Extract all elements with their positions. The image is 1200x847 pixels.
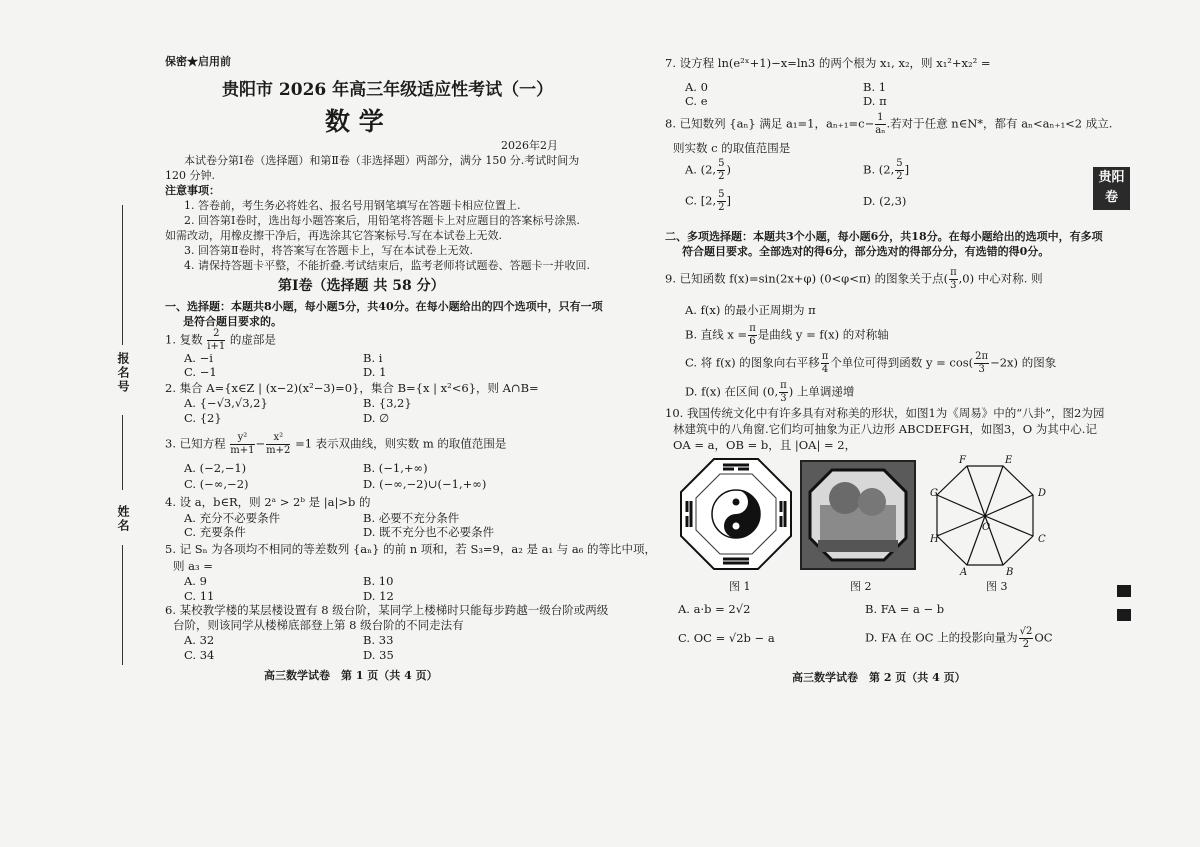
figure-3-caption: 图 3: [986, 580, 1008, 593]
bagua-figure: [678, 456, 794, 572]
q10-option-b: B. FA = a − b: [865, 602, 945, 616]
question-10-stem: 10. 我国传统文化中有许多具有对称美的形状，如图1为《周易》中的“八卦”，图2为园: [665, 406, 1105, 420]
vertex-label-h: H: [930, 534, 939, 545]
fraction: $\frac{5}{2}$: [718, 189, 725, 213]
q3-option-a: A. (−2,−1): [184, 461, 247, 475]
fraction: $\frac{2\pi}{3}$: [975, 351, 989, 375]
q2-option-c: C. {2}: [184, 411, 222, 425]
section2-heading: 符合题目要求。全部选对的得6分，部分选对的得部分分，有选错的得0分。: [682, 245, 1050, 258]
question-3-stem: 3. 已知方程 $\frac{\text{y²}}{m+1}$ − $\frac{\text{x²}}{m+2}$ =1 表示双曲线，则实数 m 的取值范围是: [165, 432, 507, 456]
q9-option-a: A. f(x) 的最小正周期为 π: [685, 303, 816, 317]
q5-option-c: C. 11: [184, 589, 215, 603]
registration-mark: [1117, 609, 1131, 621]
q8-option-b: B. (2, $\frac{5}{2}$ ]: [863, 158, 910, 182]
note-item: 如需改动，用橡皮擦干净后，再选涂其它答案标号.写在本试卷上无效.: [165, 229, 502, 242]
center-label-o: O: [982, 522, 991, 533]
q8-option-c: C. [2, $\frac{5}{2}$ ]: [685, 189, 732, 213]
note-item: 1. 答卷前，考生务必将姓名、报名号用钢笔填写在答题卡相应位置上.: [184, 199, 521, 212]
binding-line: [122, 545, 123, 665]
question-10-stem: 林建筑中的八角窗.它们均可抽象为正八边形 ABCDEFGH，如图3，O 为其中心.记: [673, 422, 1097, 436]
q3-option-d: D. (−∞,−2)∪(−1,+∞): [363, 477, 487, 491]
exam-number-label: 报名号: [116, 352, 130, 394]
figure-1-caption: 图 1: [729, 580, 751, 593]
question-8-stem: 则实数 c 的取值范围是: [673, 141, 791, 155]
vertex-label-b: B: [1006, 567, 1014, 576]
q8-option-a: A. (2, $\frac{5}{2}$ ): [685, 158, 731, 182]
q10-option-c: C. OC = √2b − a: [678, 631, 775, 645]
name-label: 姓名: [116, 505, 130, 533]
q4-option-a: A. 充分不必要条件: [184, 511, 281, 525]
intro-line: 120 分钟.: [165, 169, 215, 182]
q4-option-d: D. 既不充分也不必要条件: [363, 525, 495, 539]
question-9-stem: 9. 已知函数 f(x)=sin(2x+φ) (0<φ<π) 的图象关于点( $\frac{\pi}{3}$ ,0) 中心对称. 则: [665, 267, 1043, 291]
q4-option-c: C. 充要条件: [184, 525, 246, 539]
question-4-stem: 4. 设 a，b∈R，则 2ᵃ > 2ᵇ 是 |a|>b 的: [165, 495, 371, 509]
fraction: $\frac{5}{2}$: [718, 158, 725, 182]
q6-option-c: C. 34: [184, 648, 215, 662]
q7-option-a: A. 0: [685, 80, 708, 94]
note-item: 2. 回答第Ⅰ卷时，选出每小题答案后，用铅笔将答题卡上对应题目的答案标号涂黑.: [184, 214, 580, 227]
q1-option-c: C. −1: [184, 365, 217, 379]
fraction: $\frac{5}{2}$: [896, 158, 903, 182]
fraction: $\frac{\pi}{3}$: [780, 380, 787, 404]
q1-option-b: B. i: [363, 351, 383, 365]
question-1-stem: 1. 复数 $\frac{2}{i+1}$ 的虚部是: [165, 328, 276, 352]
q7-option-c: C. e: [685, 94, 708, 108]
q6-option-b: B. 33: [363, 633, 394, 647]
region-tab: 贵阳 卷: [1093, 167, 1130, 210]
q9-option-c: C. 将 f(x) 的图象向右平移 $\frac{\pi}{4}$ 个单位可得到函数 y = cos( $\frac{2\pi}{3}$ −2x) 的图象: [685, 351, 1057, 375]
note-item: 3. 回答第Ⅱ卷时，将答案写在答题卡上，写在本试卷上无效.: [184, 244, 473, 257]
section1-heading: 是符合题目要求的。: [183, 315, 282, 328]
page-footer: 高三数学试卷 第 1 页（共 4 页）: [264, 669, 438, 682]
q5-option-d: D. 12: [363, 589, 394, 603]
q2-option-b: B. {3,2}: [363, 396, 412, 410]
vertex-label-e: E: [1005, 455, 1013, 466]
q3-option-c: C. (−∞,−2): [184, 477, 249, 491]
vertex-label-d: D: [1038, 488, 1047, 499]
fraction: $\frac{\pi}{6}$: [749, 323, 756, 347]
question-10-stem: OA = a，OB = b，且 |OA| = 2，: [673, 438, 857, 452]
regular-octagon-figure: [930, 452, 1060, 576]
fraction: $\frac{√2}{2}$: [1019, 626, 1033, 650]
vertex-label-f: F: [959, 455, 966, 466]
q7-option-b: B. 1: [863, 80, 887, 94]
question-5-stem: 则 a₃ =: [173, 559, 213, 573]
part1-title: 第Ⅰ卷（选择题 共 58 分）: [278, 278, 445, 294]
octagonal-window-figure: [800, 460, 916, 570]
fraction: $\frac{\pi}{4}$: [821, 351, 829, 375]
subject-title: 数 学: [325, 107, 384, 136]
q10-option-d: D. FA 在 OC 上的投影向量为 $\frac{√2}{2}$ OC: [865, 626, 1053, 650]
fraction: $\frac{\text{y²}}{m+1}$: [230, 432, 255, 456]
question-2-stem: 2. 集合 A={x∈Z | (x−2)(x²−3)=0}，集合 B={x | x²<6}，则 A∩B=: [165, 381, 539, 395]
question-5-stem: 5. 记 Sₙ 为各项均不相同的等差数列 {aₙ} 的前 n 项和，若 S₃=9，a₂ 是 a₁ 与 a₆ 的等比中项，: [165, 542, 657, 556]
registration-mark: [1117, 585, 1131, 597]
q4-option-b: B. 必要不充分条件: [363, 511, 460, 525]
q7-option-d: D. π: [863, 94, 887, 108]
q8-option-d: D. (2,3): [863, 194, 907, 208]
binding-line: [122, 205, 123, 345]
fraction: $\frac{2}{i+1}$: [207, 328, 226, 352]
page-footer: 高三数学试卷 第 2 页（共 4 页）: [792, 671, 966, 684]
binding-line: [122, 415, 123, 490]
section1-heading: 一、选择题：本题共8小题，每小题5分，共40分。在每小题给出的四个选项中，只有一项: [165, 300, 603, 313]
figure-2-caption: 图 2: [850, 580, 872, 593]
vertex-label-g: G: [930, 488, 938, 499]
question-8-stem: 8. 已知数列 {aₙ} 满足 a₁=1，aₙ₊₁=c− $\frac{1}{\text{aₙ}}$ .若对于任意 n∈N*，都有 aₙ<aₙ₊₁<2 成立.: [665, 112, 1113, 136]
q2-option-d: D. ∅: [363, 411, 390, 425]
section2-heading: 二、多项选择题：本题共3个小题，每小题6分，共18分。在每小题给出的选项中，有多项: [665, 230, 1103, 243]
exam-title: 贵阳市 2026 年高三年级适应性考试（一）: [222, 80, 554, 100]
intro-line: 本试卷分第Ⅰ卷（选择题）和第Ⅱ卷（非选择题）两部分，满分 150 分.考试时间为: [184, 154, 580, 167]
q9-option-d: D. f(x) 在区间 (0, $\frac{\pi}{3}$ ) 上单调递增: [685, 380, 855, 404]
fraction: $\frac{\text{x²}}{m+2}$: [266, 432, 291, 456]
q6-option-a: A. 32: [184, 633, 215, 647]
vertex-label-c: C: [1038, 534, 1046, 545]
q1-option-a: A. −i: [184, 351, 213, 365]
question-7-stem: 7. 设方程 ln(e²ˣ+1)−x=ln3 的两个根为 x₁, x₂，则 x₁²+x₂² =: [665, 56, 991, 70]
q5-option-b: B. 10: [363, 574, 394, 588]
fraction: $\frac{\pi}{3}$: [950, 267, 957, 291]
notes-title: 注意事项：: [165, 184, 220, 197]
q2-option-a: A. {−√3,√3,2}: [184, 396, 268, 410]
note-item: 4. 请保持答题卡平整，不能折叠.考试结束后，监考老师将试题卷、答题卡一并收回.: [184, 259, 590, 272]
fraction: $\frac{1}{\text{aₙ}}$: [875, 112, 886, 136]
q10-option-a: A. a·b = 2√2: [678, 602, 751, 616]
confidential-label: 保密★启用前: [165, 55, 231, 68]
q3-option-b: B. (−1,+∞): [363, 461, 428, 475]
q1-option-d: D. 1: [363, 365, 387, 379]
q5-option-a: A. 9: [184, 574, 207, 588]
vertex-label-a: A: [960, 567, 968, 576]
exam-date: 2026年2月: [501, 139, 558, 152]
q9-option-b: B. 直线 x = $\frac{\pi}{6}$ 是曲线 y = f(x) 的对称轴: [685, 323, 889, 347]
exam-page-2: [600, 0, 1200, 847]
question-6-stem: 6. 某校教学楼的某层楼设置有 8 级台阶，某同学上楼梯时只能每步跨越一级台阶或两级: [165, 603, 609, 617]
q6-option-d: D. 35: [363, 648, 394, 662]
question-6-stem: 台阶，则该同学从楼梯底部登上第 8 级台阶的不同走法有: [173, 618, 464, 632]
